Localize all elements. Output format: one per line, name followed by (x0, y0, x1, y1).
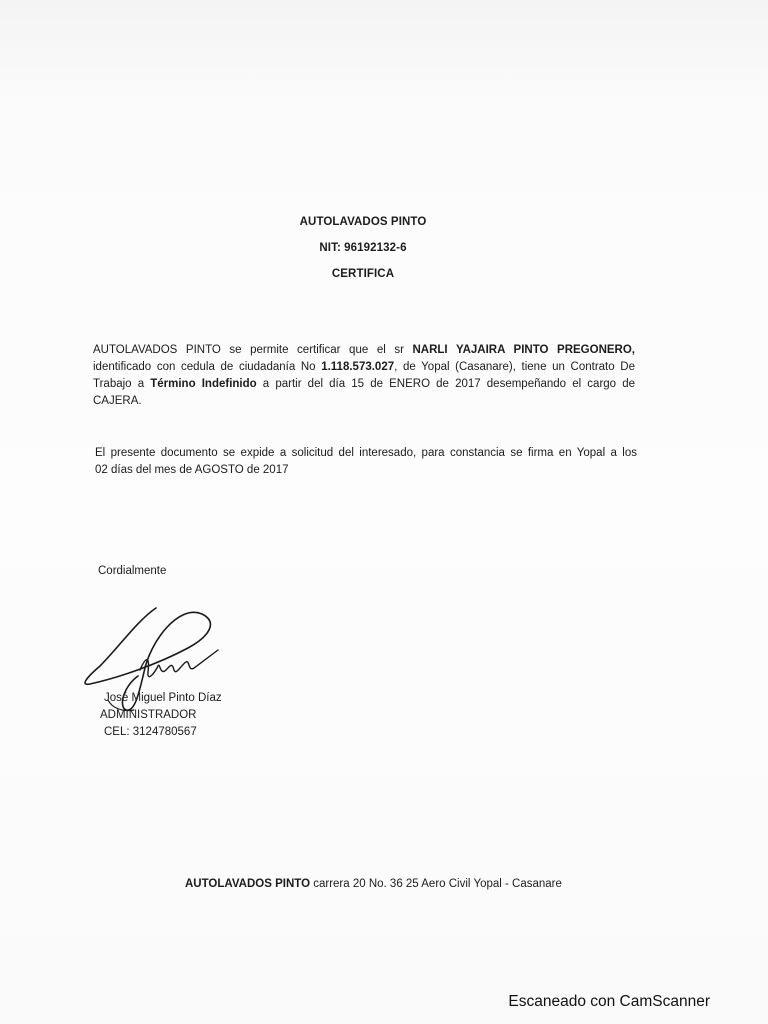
signatory-phone: CEL: 3124780567 (104, 726, 197, 738)
paragraph-line: identificado con cedula de ciudadanía No 1.118.573.027, de Yopal (Casanare), tiene un Contrato De (93, 361, 635, 373)
certification-paragraph (93, 342, 635, 410)
camscanner-watermark: Escaneado con CamScanner (508, 993, 710, 1010)
contract-term: Término Indefinido (150, 378, 257, 390)
id-number: 1.118.573.027 (321, 361, 395, 373)
signatory-name: José Miguel Pinto Díaz (104, 692, 222, 704)
nit-heading: NIT: 96192132-6 (319, 242, 407, 254)
issuance-paragraph (95, 445, 637, 479)
employee-name: NARLI YAJAIRA PINTO PREGONERO, (412, 344, 635, 356)
certifica-heading: CERTIFICA (331, 268, 395, 280)
footer-company: AUTOLAVADOS PINTO (185, 878, 311, 890)
paragraph-line: Trabajo a Término Indefinido a partir del día 15 de ENERO de 2017 desempeñando el cargo de (93, 378, 635, 390)
paragraph-line: CAJERA. (93, 395, 142, 407)
paragraph-line: 02 días del mes de AGOSTO de 2017 (95, 464, 289, 476)
closing-text: Cordialmente (98, 565, 167, 577)
paragraph-line: El presente documento se expide a solicitud del interesado, para constancia se firma en Yopal a los (95, 447, 637, 459)
signatory-role: ADMINISTRADOR (100, 709, 197, 721)
footer-address: AUTOLAVADOS PINTO carrera 20 No. 36 25 Aero Civil Yopal - Casanare (185, 878, 562, 890)
company-name-heading: AUTOLAVADOS PINTO (299, 216, 427, 228)
paragraph-line: AUTOLAVADOS PINTO se permite certificar que el sr NARLI YAJAIRA PINTO PREGONERO, (93, 344, 635, 356)
